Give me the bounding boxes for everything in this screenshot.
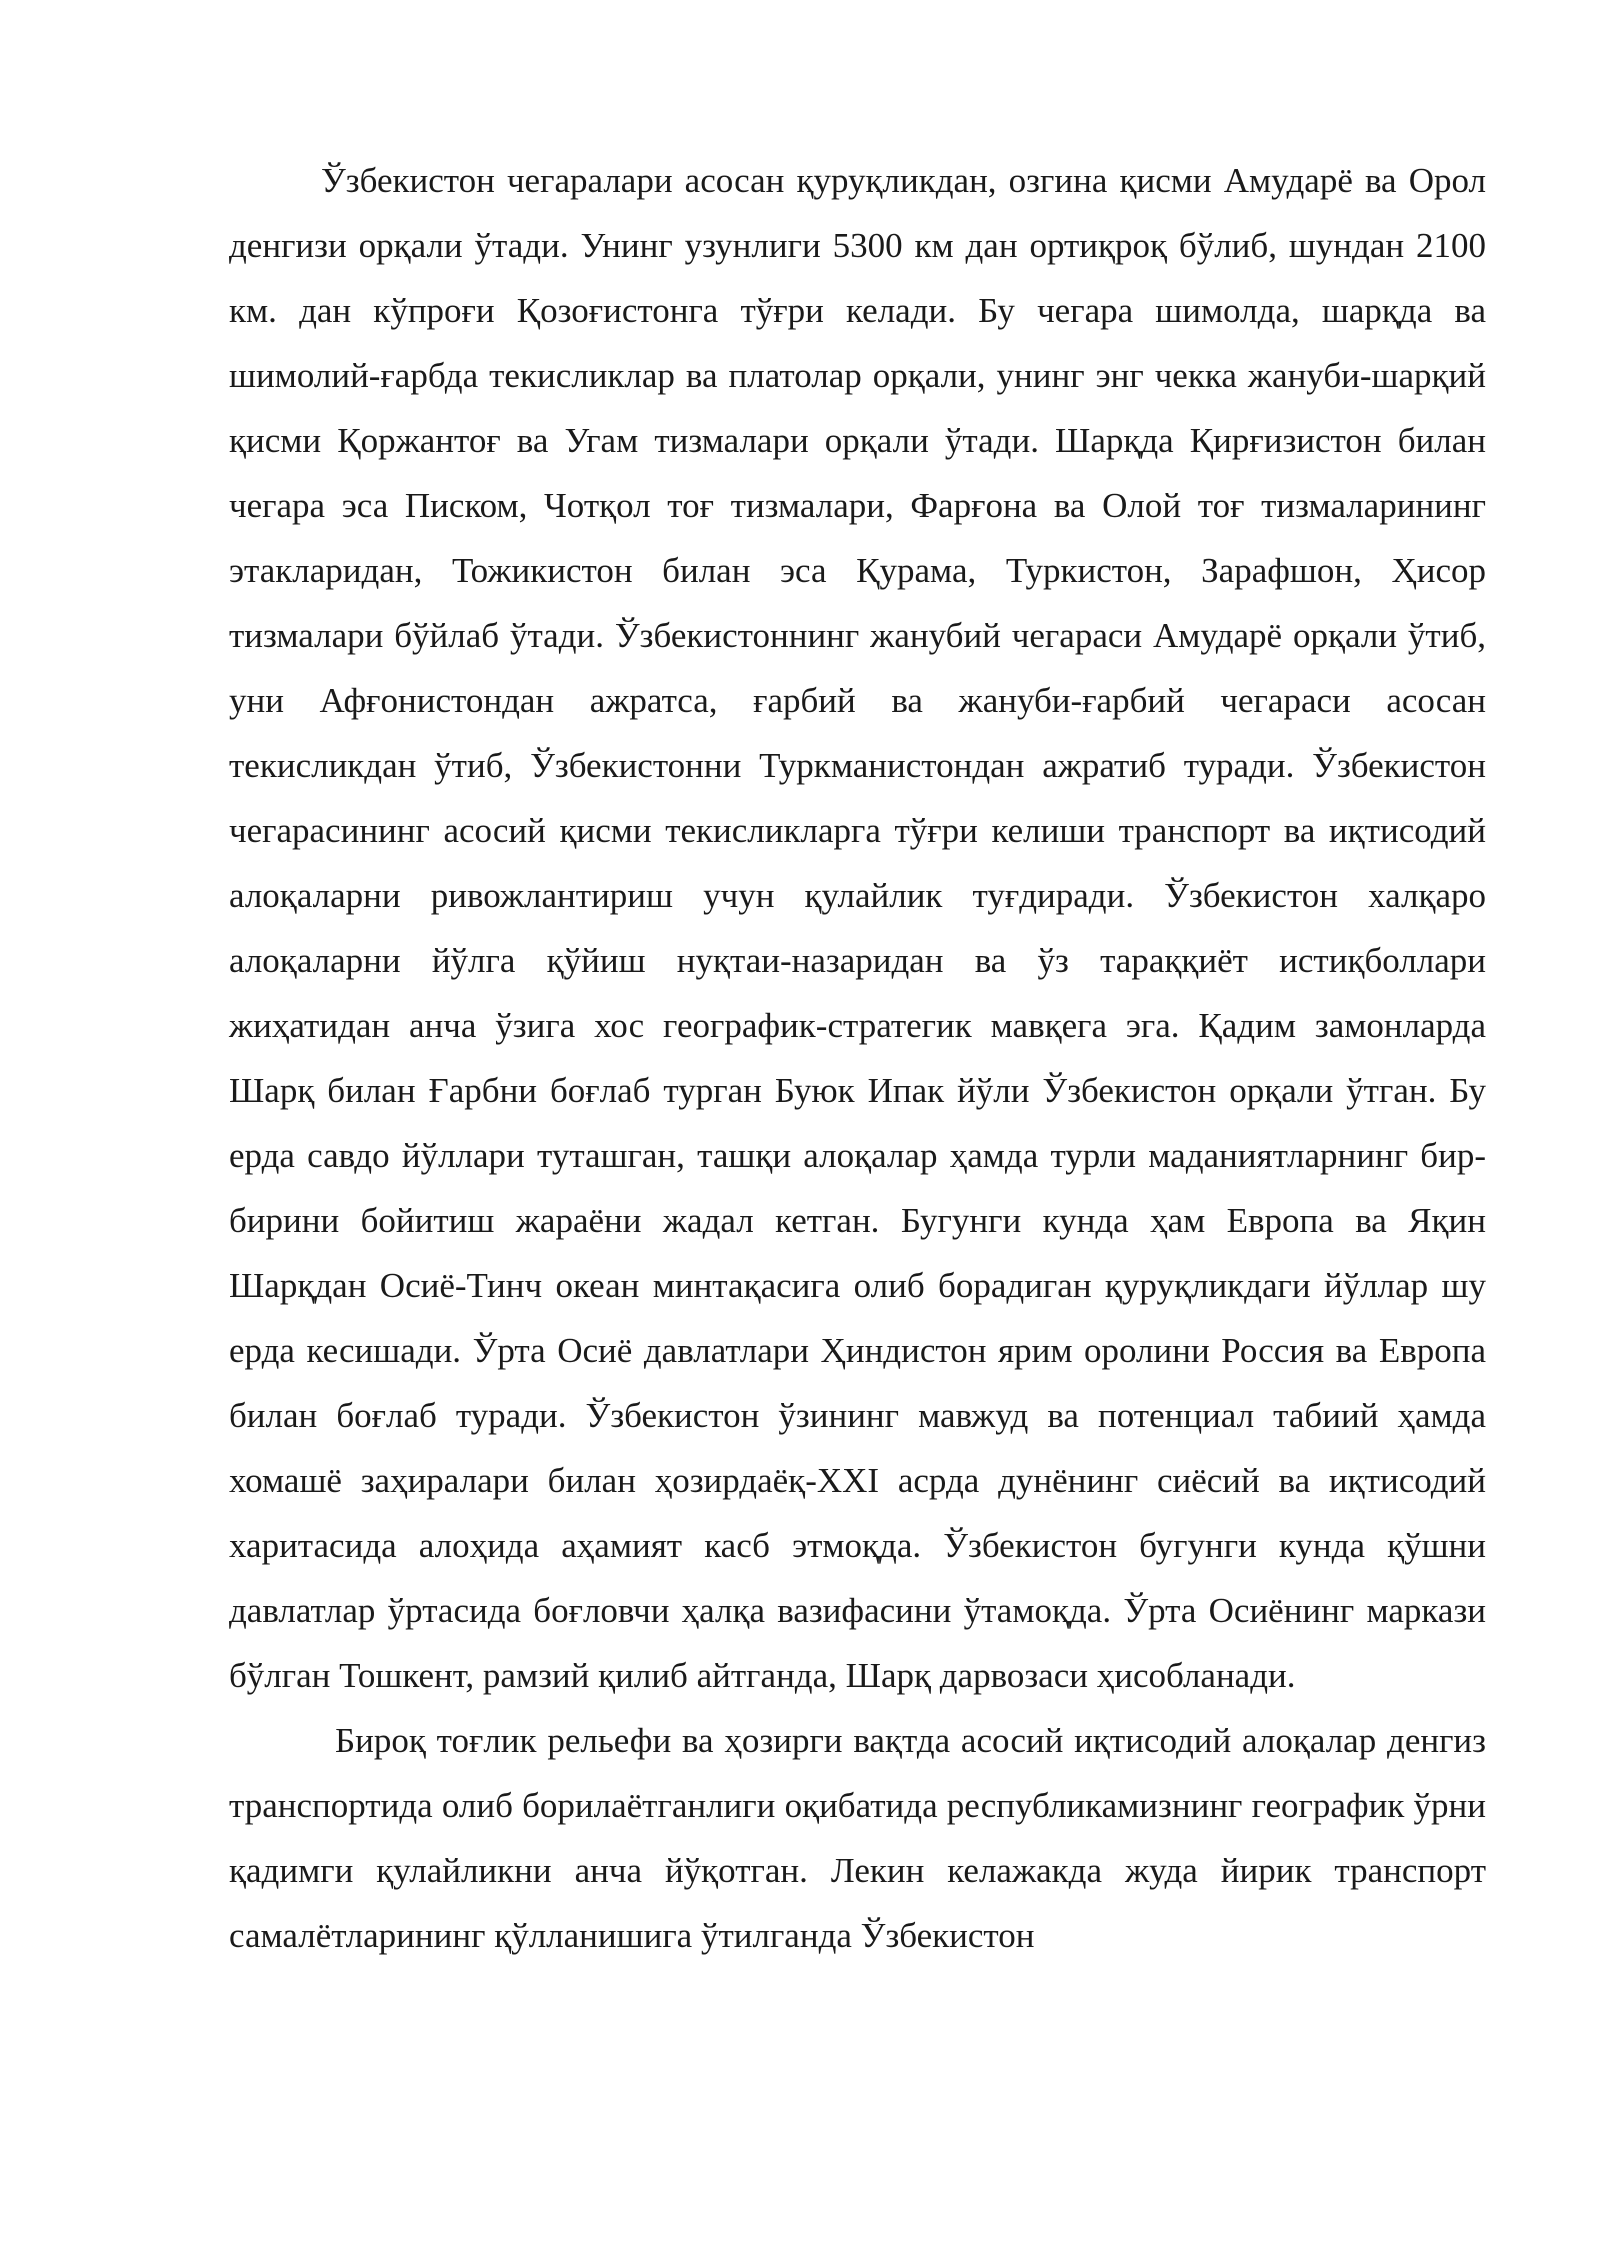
paragraph-borders: Ўзбекистон чегаралари асосан қуруқликдан, озгина қисми Амударё ва Орол денгизи орқали ўтади. Унинг узунлиги 5300 км дан ортиқроқ бўлиб, шундан 2100 км. дан кўпроғи Қозоғистонга тўғри келади. Бу чегара шимолда, шарқда ва шимолий-ғарбда текисликлар ва платолар орқали, унинг энг чекка жануби-шарқий қисми Қоржантоғ ва Угам тизмалари орқали ўтади. Шарқда Қирғизистон билан чегара эса Писком, Чотқол тоғ тизмалари, Фарғона ва Олой тоғ тизмаларининг этакларидан, Тожикистон билан эса Қурама, Туркистон, Зарафшон, Ҳисор тизмалари бўйлаб ўтади. Ўзбекистоннинг жанубий чегараси Амударё орқали ўтиб, уни Афғонистондан ажратса, ғарбий ва жануби-ғарбий чегараси асосан текисликдан ўтиб, Ўзбекистонни Туркманистондан ажратиб туради. Ўзбекистон чегарасининг асосий қисми текисликларга тўғри келиши транспорт ва иқтисодий алоқаларни ривожлантириш учун қулайлик туғдиради. Ўзбекистон халқаро алоқаларни йўлга қўйиш нуқтаи-назаридан ва ўз тараққиёт истиқболлари жиҳатидан анча ўзига хос географик-стратегик мавқега эга. Қадим замонларда Шарқ билан Ғарбни боғлаб турган Буюк Ипак йўли Ўзбекистон орқали ўтган. Бу ерда савдо йўллари туташган, ташқи алоқалар ҳамда турли маданиятларнинг бир-бирини бойитиш жараёни жадал кетган. Бугунги кунда ҳам Европа ва Яқин Шарқдан Осиё-Тинч океан минтақасига олиб борадиган қуруқликдаги йўллар шу ерда кесишади. Ўрта Осиё давлатлари Ҳиндистон ярим оролини Россия ва Европа билан боғлаб туради. Ўзбекистон ўзининг мавжуд ва потенциал табиий ҳамда хомашё заҳиралари билан ҳозирдаёқ-XXI асрда дунёнинг сиёсий ва иқтисодий харитасида алоҳида аҳамият касб этмоқда. Ўзбекистон бугунги кунда қўшни давлатлар ўртасида боғловчи ҳалқа вазифасини ўтамоқда. Ўрта Осиёнинг маркази бўлган Тошкент, рамзий қилиб айтганда, Шарқ дарвозаси ҳисобланади. (229, 161, 1486, 1695)
document-body (229, 148, 1486, 1968)
paragraph-transport: Бироқ тоғлик рельефи ва ҳозирги вақтда асосий иқтисодий алоқалар денгиз транспортида олиб борилаётганлиги оқибатида республикамизнинг географик ўрни қадимги қулайликни анча йўқотган. Лекин келажакда жуда йирик транспорт самалётларининг қўлланишига ўтилганда Ўзбекистон (229, 1721, 1486, 1955)
